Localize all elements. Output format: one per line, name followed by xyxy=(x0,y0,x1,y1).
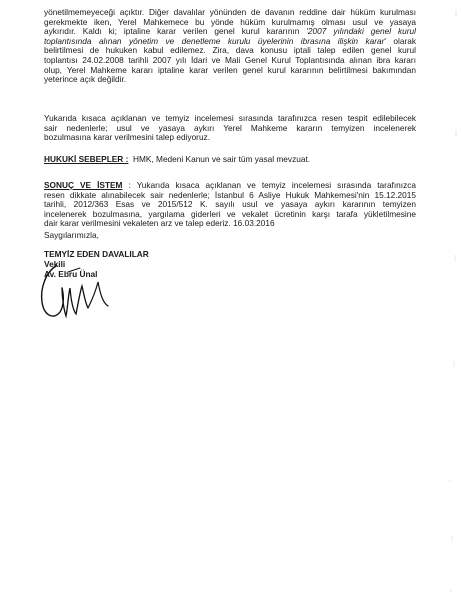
signer-role: Vekili xyxy=(44,259,66,269)
text-line: dair karar verilmesini vekaleten arz ve talep ederiz. 16.03.2016 xyxy=(44,219,275,229)
text-line xyxy=(44,37,416,47)
text-run: aykırıdır. Kaldı ki; iptaline karar verilen genel kurul kararının xyxy=(44,27,307,37)
handwritten-signature xyxy=(38,262,114,324)
margin-mark: ⋮ xyxy=(449,536,455,543)
text-line: gerekmekte iken, Yerel Mahkemece bu yönde hüküm kurulmamış olması usul ve yasaya xyxy=(44,17,416,27)
signer-name: Av. Ebru Ünal xyxy=(44,269,98,279)
paragraph-request xyxy=(44,114,416,143)
text-line xyxy=(44,27,416,37)
italic-quote: toplantısında alınan yönetim ve denetleme kurulu üyelerinin ibrasına ilişkin karar xyxy=(44,36,385,46)
text-line: belirtilmesi de hukuken kabul edilemez. Zira, dava konusu iptali talep edilen genel kurul xyxy=(44,46,416,56)
margin-mark: ⋮ xyxy=(452,255,458,262)
text-line xyxy=(44,155,416,165)
text-line: toplantısı 24.02.2008 tarihli 2007 yılı İdari ve Mali Genel Kurul Toplantısında alınan ibra kararı xyxy=(44,55,416,65)
margin-mark: ⋮ xyxy=(453,10,459,17)
greeting: Saygılarımızla, xyxy=(44,231,99,240)
text-run: ' olarak xyxy=(384,36,416,46)
legal-basis xyxy=(44,155,416,165)
text-line xyxy=(44,181,416,191)
text-line: Yukarıda kısaca açıklanan ve temyiz incelemesi sırasında tarafınızca resen tespit edilebilecek xyxy=(44,114,416,123)
closing-greeting xyxy=(44,231,416,241)
text-line: tarihli, 2012/363 Esas ve 2015/512 K. sayılı usul ve yasaya aykırı kararının temyizen xyxy=(44,200,416,210)
paragraph-argument xyxy=(44,8,416,85)
italic-quote: '2007 yılındaki genel kurul xyxy=(306,27,416,37)
text-run: : Yukarıda kısaca açıklanan ve temyiz incelemesi sırasında tarafınızca xyxy=(122,181,416,190)
conclusion xyxy=(44,181,416,229)
legal-basis-heading: HUKUKİ SEBEPLER : xyxy=(44,155,129,164)
margin-mark: · xyxy=(448,478,452,485)
legal-basis-text: HMK, Medeni Kanun ve sair tüm yasal mevzuat. xyxy=(132,155,311,164)
margin-mark: ⋮ xyxy=(453,130,459,137)
margin-mark: ⋮ xyxy=(451,361,457,368)
text-line: sair nedenlerle; usul ve yasaya aykırı Yerel Mahkeme kararın temyizen incelenerek xyxy=(44,123,416,133)
conclusion-heading: SONUÇ VE İSTEM xyxy=(44,181,123,190)
signer-title: TEMYİZ EDEN DAVALILAR xyxy=(44,249,149,259)
text-line: yeterince açık değildir. xyxy=(44,75,127,85)
text-line: bozulmasına karar verilmesini talep ediyoruz. xyxy=(44,133,211,143)
margin-mark: · xyxy=(449,588,453,595)
text-line: incelenerek bozulmasına, yargılama giderleri ve vekalet ücretinin karşı tarafa yükletilmesine xyxy=(44,209,416,219)
text-line: yönetilmemeyeceği açıktır. Diğer davalılar yönünden de davanın reddine dair hüküm kurulması xyxy=(44,8,416,17)
text-line: olup, Yerel Mahkeme kararı iptaline karar verilen genel kurul kararının belirtilmesi bakımından xyxy=(44,65,416,75)
text-line: resen dikkate alınabilecek sair nedenlerle; İstanbul 6 Asliye Hukuk Mahkemesi'nin 15.12.2015 xyxy=(44,190,416,200)
